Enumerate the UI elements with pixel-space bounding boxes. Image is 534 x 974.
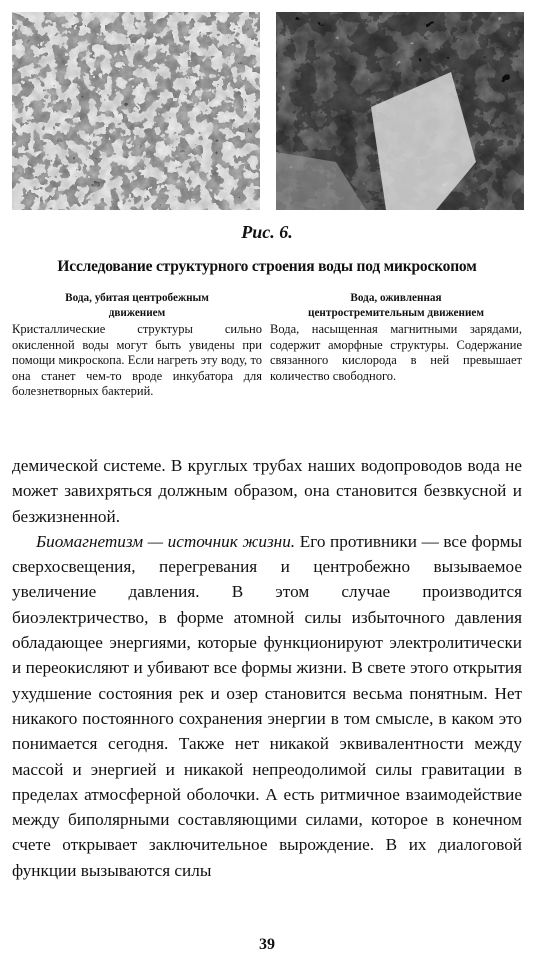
left-description-column xyxy=(12,291,262,400)
microscope-photo-revived-water xyxy=(276,12,524,210)
left-column-title xyxy=(12,291,262,321)
right-column-title xyxy=(270,291,522,321)
paragraph-2-lead: Биомагнетизм — источник жизни. xyxy=(36,531,296,551)
figure-caption: Рис. 6. xyxy=(241,222,293,242)
microscope-photo-dead-water xyxy=(12,12,260,210)
main-text xyxy=(12,453,522,883)
figure-heading: Исследование структурного строения воды под микроскопом xyxy=(57,258,477,275)
left-title-line1: Вода, убитая центробежным xyxy=(65,292,209,304)
right-title-line1: Вода, оживленная xyxy=(350,292,442,304)
right-title-line2: центростремительным движением xyxy=(308,307,484,319)
left-column-text: Кристаллические структуры сильно окисленной воды могут быть увидены при помощи микроскопа. Если нагреть эту воду, то она станет чем-то вроде инкубатора для болезнетворных бактерий. xyxy=(12,322,262,399)
right-column-text: Вода, насыщенная магнитными зарядами, содержит аморфные структуры. Содержание связанного кислорода в ней превышает количество свободного. xyxy=(270,322,522,383)
left-title-line2: движением xyxy=(108,307,166,319)
page-number: 39 xyxy=(259,936,275,953)
paragraph-2-rest: Его противники — все формы сверхосвещения, перегревания и центробежно вызываемое увеличение давления. В этом случае производится биоэлектричество, в форме атомной силы избыточного давления обладающее энергиями, которые функционируют электролитически и переокисляют и убивают все формы жизни. В свете этого открытия ухудшение состояния рек и озер становится весьма понятным. Нет никакого постоянного сохранения энергии в том смысле, в каком это понимается сегодня. Также нет никакой эквивалентности между массой и энергией и никакой непреодолимой силы гравитации в пределах атмосферной оболочки. А есть ритмичное взаимодействие между биполярными составляющими силами, которое в конечном счете открывает заключительное вырождение. В их диалоговой функции вызываются силы xyxy=(12,531,522,880)
paragraph-1: демической системе. В круглых трубах наших водопроводов вода не может завихряться должным образом, она становится безвкусной и безжизненной. xyxy=(12,456,522,526)
paragraph-2 xyxy=(12,529,522,883)
right-description-column xyxy=(270,291,522,384)
